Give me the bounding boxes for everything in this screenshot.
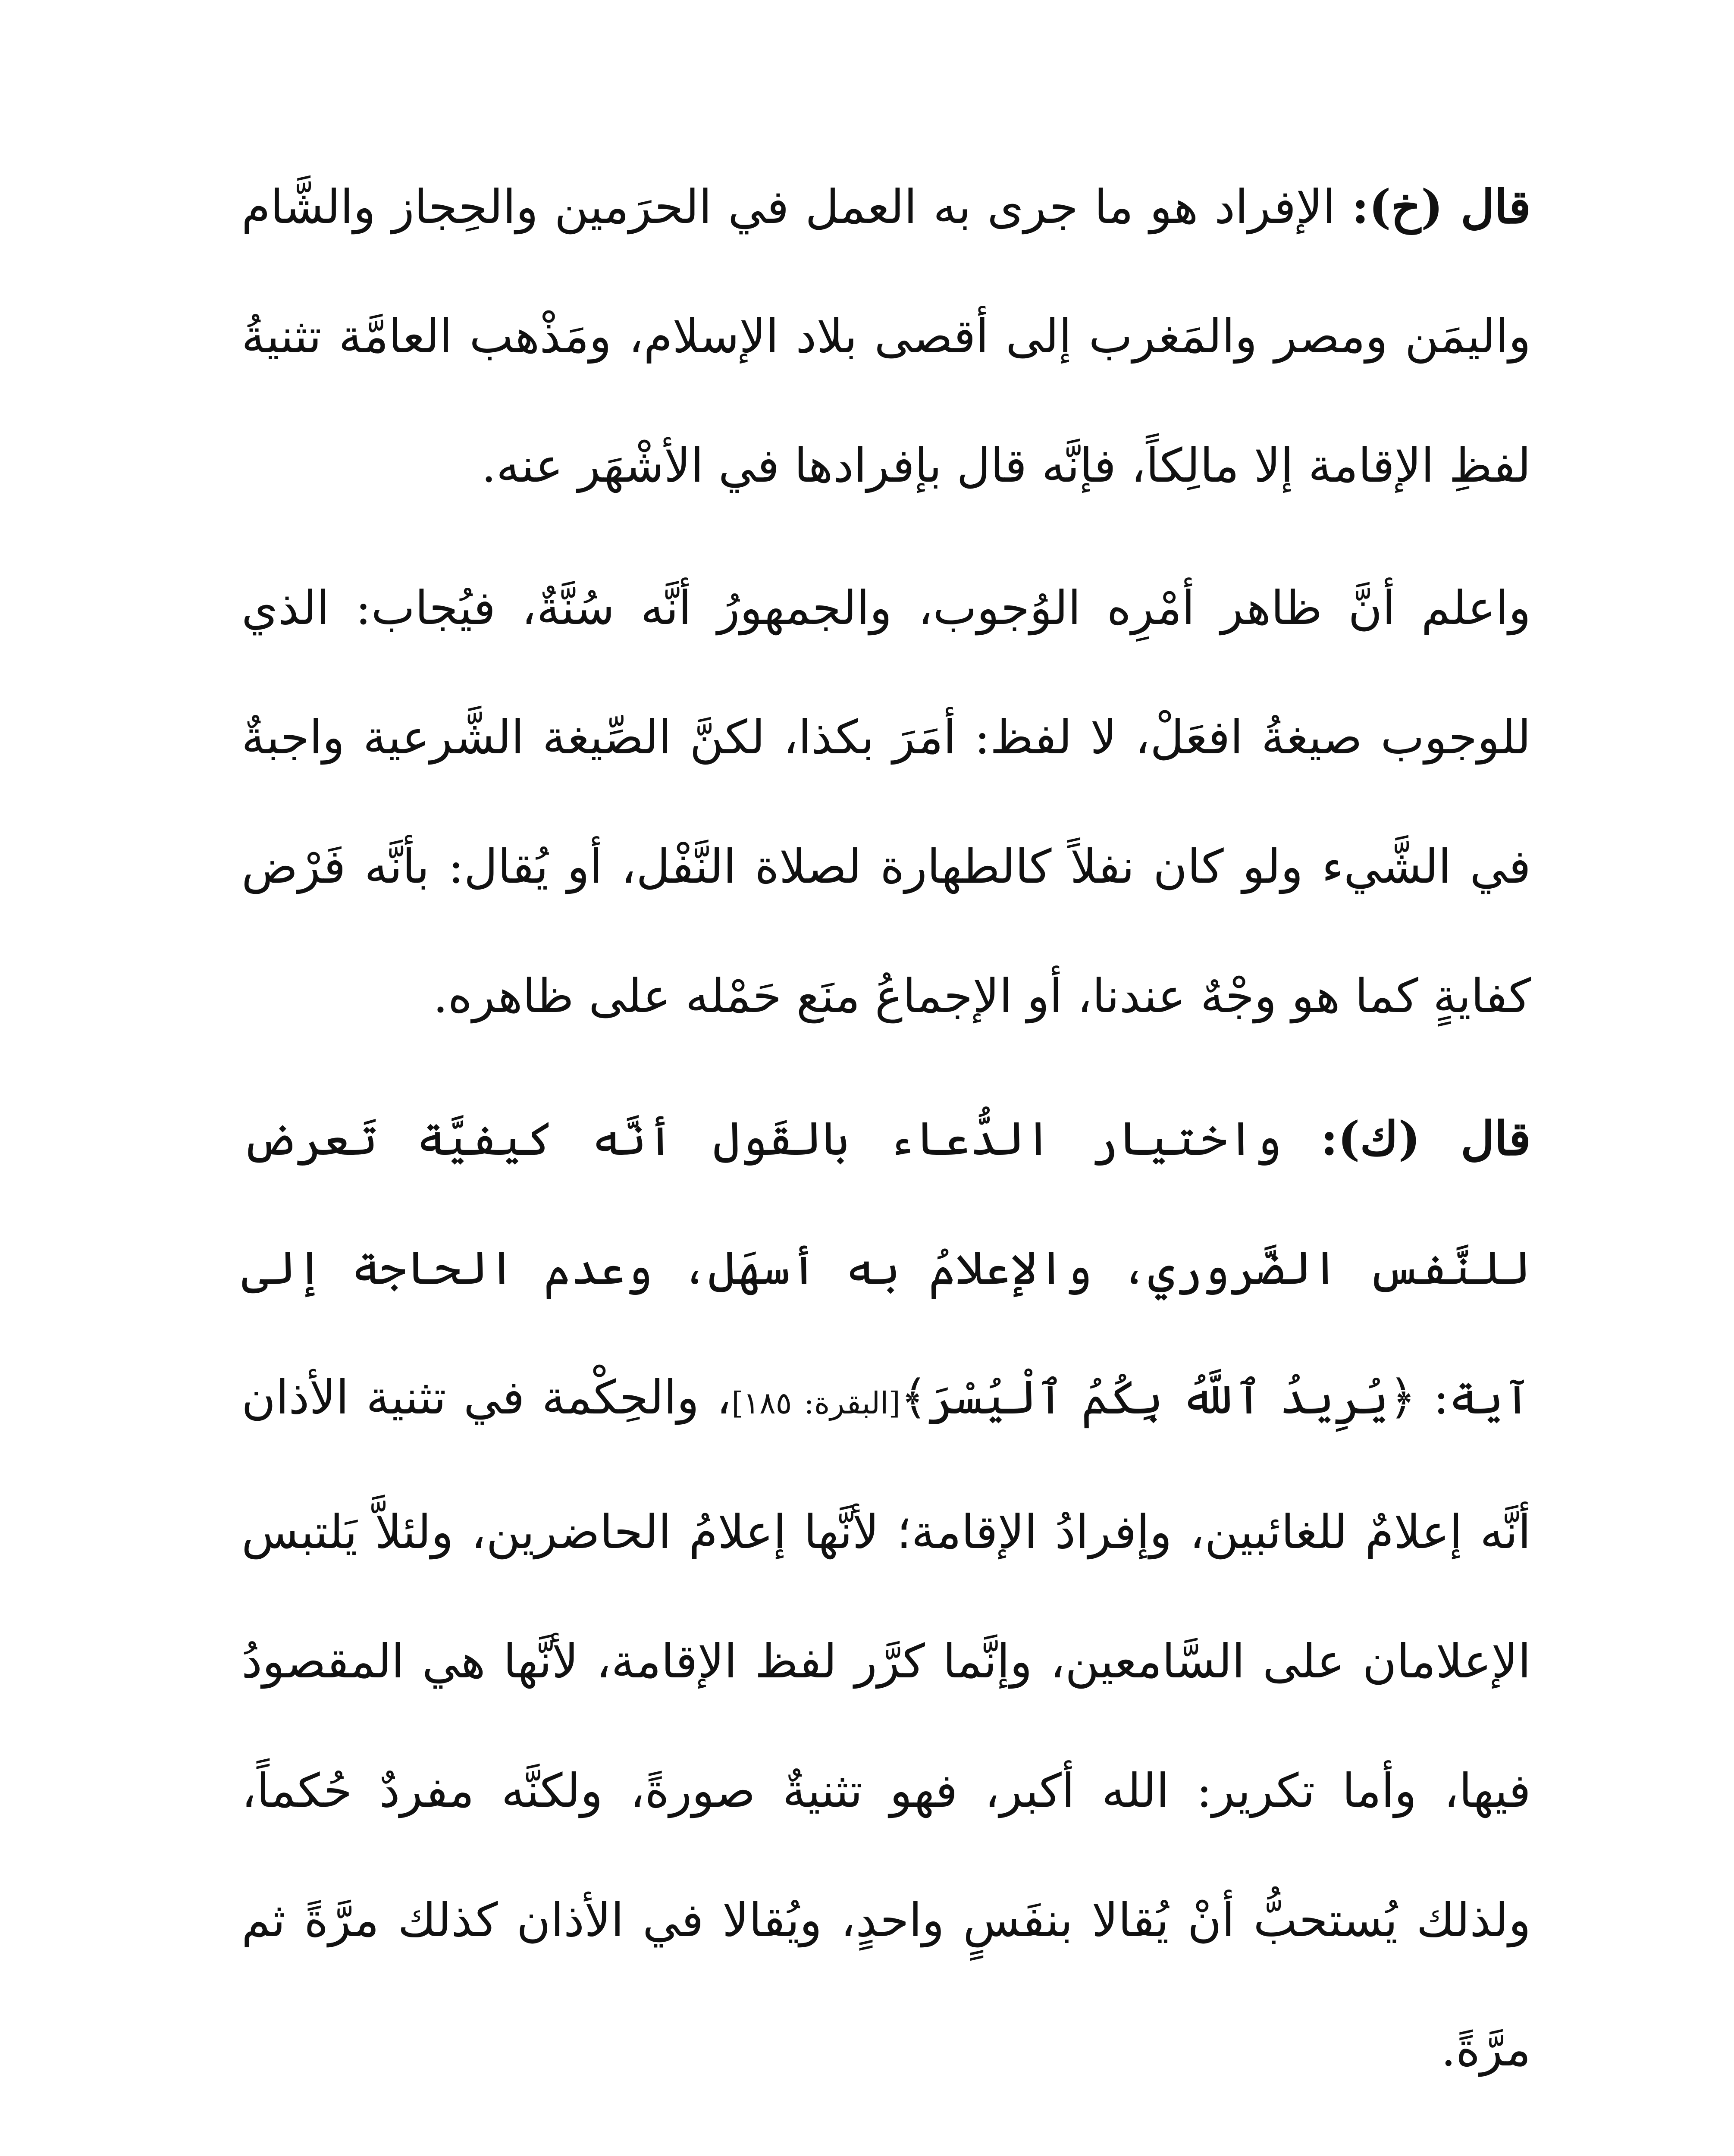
- paragraph-kh: [241, 142, 1531, 531]
- paragraph-k: [241, 1074, 1531, 2115]
- page-body: [241, 142, 1531, 2156]
- speaker-label: قال (ك):: [1320, 1112, 1531, 1166]
- paragraph-wujub: [241, 544, 1531, 1061]
- paragraph-text: الإفراد هو ما جرى به العمل في الحرَمين والحِجاز والشَّام واليمَن ومصر والمَغرب إلى أقصى بلاد الإسلام، ومَذْهب العامَّة تثنيةُ لفظِ الإقامة إلا مالِكاً، فإنَّه قال بإفرادها في الأشْهَر عنه.: [241, 180, 1531, 493]
- paragraph-text: واعلم أنَّ ظاهر أمْرِه الوُجوب، والجمهورُ أنَّه سُنَّةٌ، فيُجاب: الذي للوجوب صيغةُ افعَلْ، لا لفظ: أمَرَ بكذا، لكنَّ الصِّيغة الشَّرعية واجبةٌ في الشَّيء ولو كان نفلاً كالطهارة لصلاة النَّفْل، أو يُقال: بأنَّه فَرْض كفايةٍ كما هو وجْهٌ عندنا، أو الإجماعُ منَع حَمْله على ظاهره.: [241, 581, 1531, 1023]
- speaker-label: قال (خ):: [1351, 180, 1531, 234]
- paragraph-text-continued: ، والحِكْمة في تثنية الأذان أنَّه إعلامٌ للغائبين، وإفرادُ الإقامة؛ لأنَّها إعلامُ الحاضرين، ولئلاَّ يَلتبس الإعلامان على السَّامعين، وإنَّما كرَّر لفظ الإقامة، لأنَّها هي المقصودُ فيها، وأما تكرير: الله أكبر، فهو تثنيةٌ صورةً، ولكنَّه مفردٌ حُكماً، ولذلك يُستحبُّ أنْ يُقالا بنفَسٍ واحدٍ، ويُقالا في الأذان كذلك مرَّةً ثم مرَّةً.: [241, 1371, 1531, 2077]
- quran-reference: [البقرة: ١٨٥]: [731, 1385, 900, 1421]
- paragraph-text: واختيار الدُّعاء بالقَول أنَّه كيفيَّة تَعرض للنَّفس الضَّروري، والإعلامُ به أسهَل، وعدم الحاجة إلى آية: ﴿يُرِيدُ ٱللَّهُ بِكُمُ ٱلْيُسْرَ﴾: [241, 1112, 1531, 1425]
